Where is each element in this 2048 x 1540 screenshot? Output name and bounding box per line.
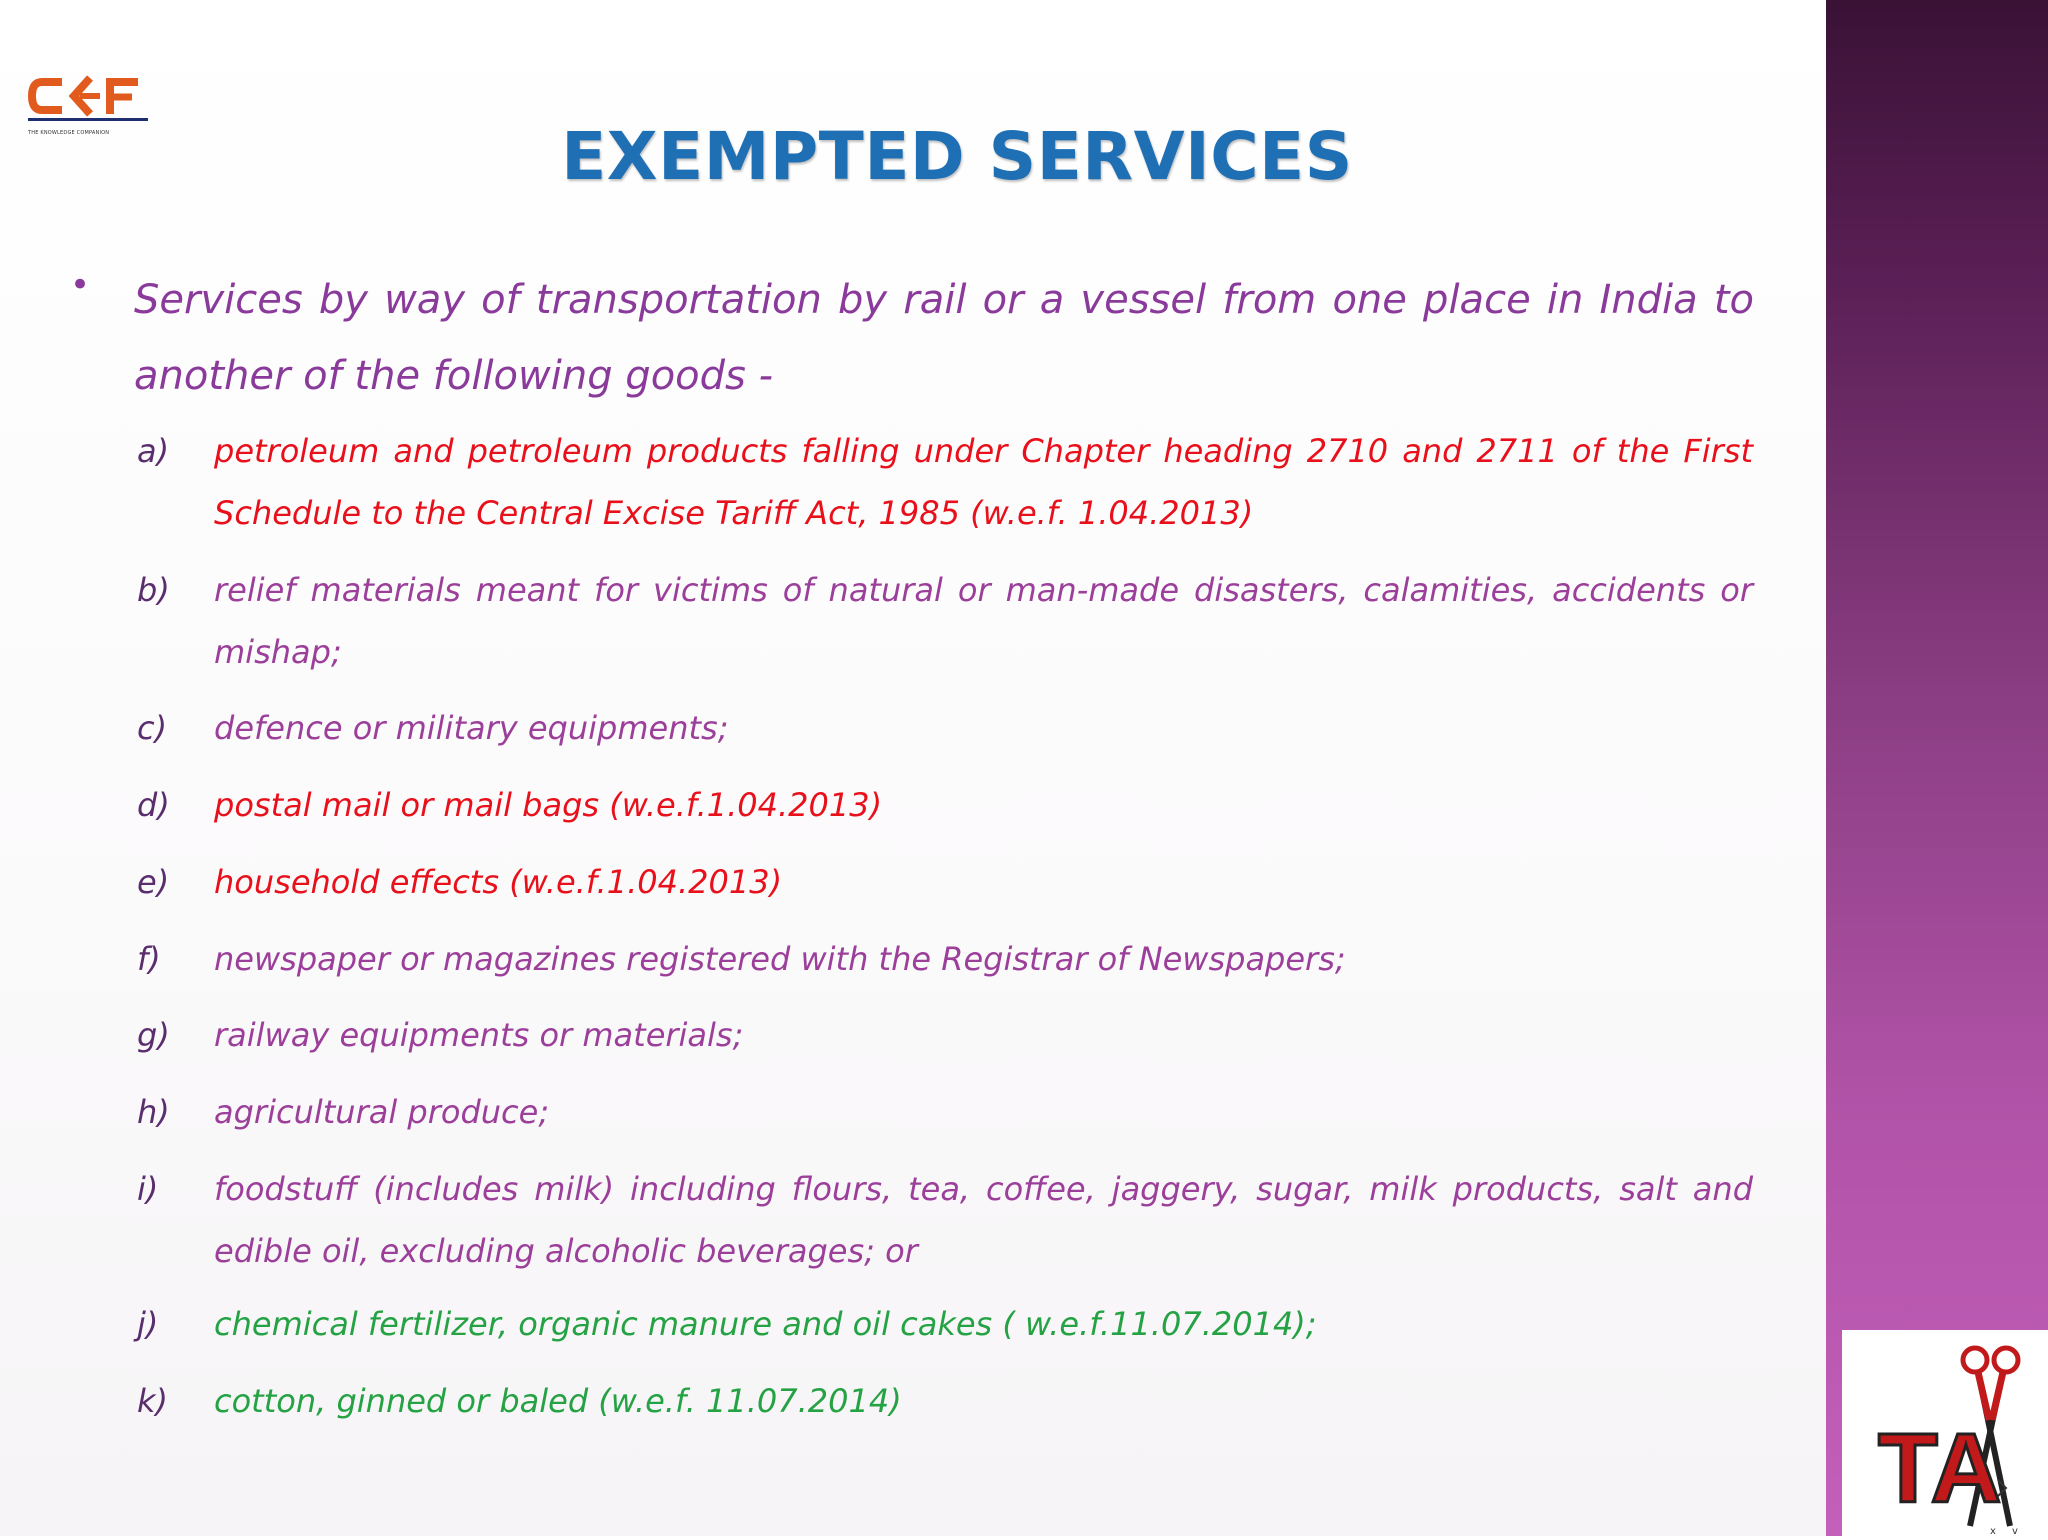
list-item-text: defence or military equipments;	[214, 709, 729, 747]
list-item-text: cotton, ginned or baled (w.e.f. 11.07.2014)	[214, 1382, 902, 1420]
list-item-letter: a)	[137, 432, 170, 470]
list-item-text: railway equipments or materials;	[214, 1016, 744, 1054]
svg-text:v: v	[2012, 1526, 2018, 1536]
list-item-text: newspaper or magazines registered with the Registrar of Newspapers;	[214, 940, 1346, 978]
scissors-icon	[1842, 1330, 2048, 1536]
list-item-text: foodstuff (includes milk) including flours, tea, coffee, jaggery, sugar, milk products, salt and edible oil, excluding alcoholic beverages; or	[214, 1170, 1753, 1270]
list-item-letter: f)	[137, 940, 161, 978]
list-item-letter: h)	[137, 1093, 170, 1131]
list-item-text: household effects (w.e.f.1.04.2013)	[214, 863, 783, 901]
list-item-text: relief materials meant for victims of natural or man-made disasters, calamities, accidents or mishap;	[214, 571, 1753, 671]
list-item-letter: i)	[137, 1170, 159, 1208]
list-item-letter: g)	[137, 1016, 170, 1054]
list-item-letter: c)	[137, 709, 168, 747]
page-title: EXEMPTED SERVICES	[561, 118, 1353, 195]
logo-tagline: THE KNOWLEDGE COMPANION	[28, 130, 110, 136]
list-item-text: petroleum and petroleum products falling under Chapter heading 2710 and 2711 of the First Schedule to the Central Excise Tariff Act, 1985 (w.e.f. 1.04.2013)	[214, 432, 1753, 532]
tax-badge-text: TA	[1878, 1413, 2002, 1523]
list-item-letter: d)	[137, 786, 170, 824]
ckf-logo-mark	[28, 72, 148, 124]
list-item-text: chemical fertilizer, organic manure and oil cakes ( w.e.f.11.07.2014);	[214, 1305, 1317, 1343]
decorative-sidebar	[1826, 0, 2048, 1536]
bullet-icon: •	[70, 265, 91, 305]
list-item-letter: j)	[137, 1305, 159, 1343]
svg-text:x: x	[1990, 1526, 1996, 1536]
list-item-letter: k)	[137, 1382, 169, 1420]
list-item-letter: e)	[137, 863, 170, 901]
list-item-letter: b)	[137, 571, 170, 609]
tax-badge	[1842, 1330, 2048, 1536]
list-item-text: agricultural produce;	[214, 1093, 550, 1131]
list-item-text: postal mail or mail bags (w.e.f.1.04.2013)	[214, 786, 883, 824]
intro-text: Services by way of transportation by rail or a vessel from one place in India to another of the following goods -	[134, 277, 1754, 399]
